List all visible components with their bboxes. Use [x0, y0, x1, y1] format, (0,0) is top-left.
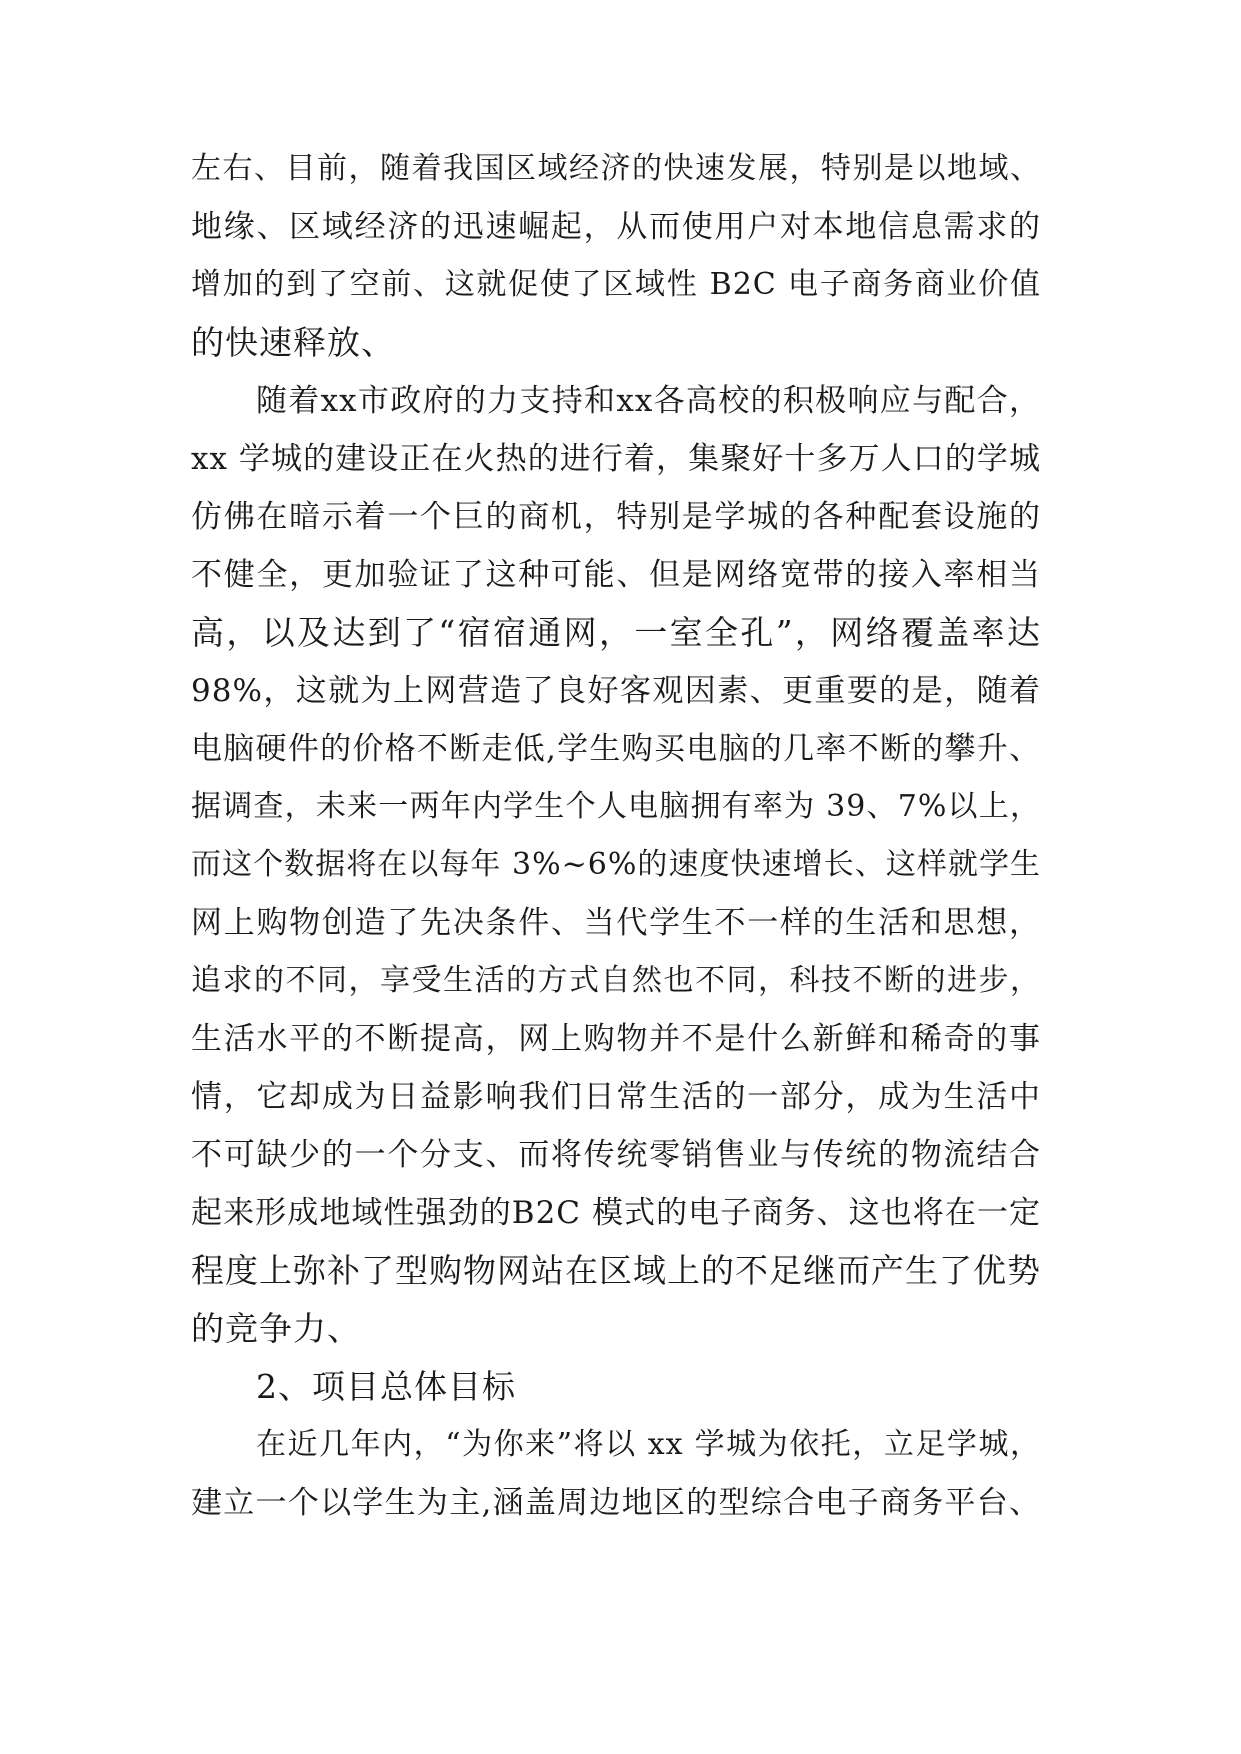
paragraph-line: 98%，这就为上网营造了良好客观因素、更重要的是，随着 — [191, 673, 1041, 709]
paragraph-line: 的快速释放、 — [191, 323, 395, 362]
paragraph-line: 电脑硬件的价格不断走低,学生购买电脑的几率不断的攀升、 — [191, 731, 1041, 767]
paragraph-line: 增加的到了空前、这就促使了区域性 B2C 电子商务商业价值 — [191, 267, 1041, 302]
paragraph-line: 建立一个以学生为主,涵盖周边地区的型综合电子商务平台、 — [191, 1485, 1041, 1521]
paragraph-line: 起来形成地域性强劲的B2C 模式的电子商务、这也将在一定 — [191, 1195, 1041, 1231]
paragraph-line: 不可缺少的一个分支、而将传统零销售业与传统的物流结合 — [191, 1137, 1041, 1173]
paragraph-line: 在近几年内，“为你来”将以 xx 学城为依托，立足学城， — [256, 1427, 1041, 1462]
paragraph-line: 地缘、区域经济的迅速崛起，从而使用户对本地信息需求的 — [191, 209, 1041, 245]
paragraph-line: 据调查，未来一两年内学生个人电脑拥有率为 39、7%以上， — [191, 789, 1041, 824]
paragraph-line: 而这个数据将在以每年 3%~6%的速度快速增长、这样就学生 — [191, 847, 1041, 882]
paragraph-line: 生活水平的不断提高，网上购物并不是什么新鲜和稀奇的事 — [191, 1021, 1041, 1057]
paragraph-line: 随着xx市政府的力支持和xx各高校的积极响应与配合， — [256, 383, 1041, 419]
paragraph-line: 不健全，更加验证了这种可能、但是网络宽带的接入率相当 — [191, 557, 1041, 593]
paragraph-line: 程度上弥补了型购物网站在区域上的不足继而产生了优势 — [191, 1251, 1041, 1290]
paragraph-line: 仿佛在暗示着一个巨的商机，特别是学城的各种配套设施的 — [191, 499, 1041, 535]
section-heading: 2、项目总体目标 — [256, 1367, 516, 1406]
paragraph-line: xx 学城的建设正在火热的进行着，集聚好十多万人口的学城 — [191, 441, 1041, 477]
paragraph-line: 左右、目前，随着我国区域经济的快速发展，特别是以地域、 — [191, 151, 1041, 186]
paragraph-line: 网上购物创造了先决条件、当代学生不一样的生活和思想， — [191, 905, 1041, 941]
paragraph-line: 追求的不同，享受生活的方式自然也不同，科技不断的进步， — [191, 963, 1041, 998]
paragraph-line: 情，它却成为日益影响我们日常生活的一部分，成为生活中 — [191, 1079, 1041, 1115]
paragraph-line: 高，以及达到了“宿宿通网，一室全孔”，网络覆盖率达 — [191, 613, 1041, 652]
paragraph-line: 的竞争力、 — [191, 1309, 361, 1348]
